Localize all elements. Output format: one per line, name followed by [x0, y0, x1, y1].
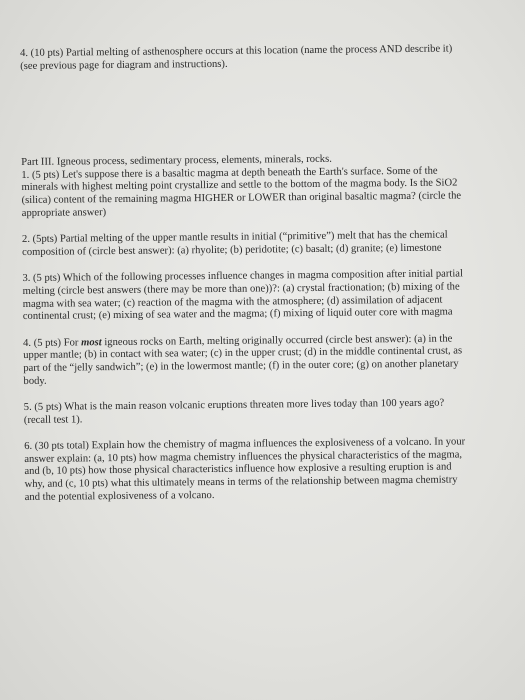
text-line: (see previous page for diagram and instructions).	[20, 58, 228, 72]
text-line: magma with sea water; (c) reaction of the magma with the atmosphere; (d) assimilation of adjacent	[22, 294, 443, 310]
text-line: 1. (5 pts) Let's suppose there is a basaltic magma at depth beneath the Earth's surface. Some of the	[21, 165, 438, 181]
text-line: and the potential explosiveness of a volcano.	[24, 489, 215, 503]
question-4-melting-origin	[23, 333, 494, 388]
text-line: body.	[23, 375, 47, 387]
text-line: appropriate answer)	[21, 206, 107, 219]
text-line: and (b, 10 pts) how those physical characteristics influence how explosive a resulting eruption is and	[24, 461, 452, 478]
text-line: 5. (5 pts) What is the main reason volcanic eruptions threaten more lives today than 100 years ago?	[23, 397, 445, 414]
text-line: minerals with highest melting point crystallize and settle to the bottom of the magma body. Is the SiO2	[21, 177, 458, 194]
part-3-question-1	[21, 152, 492, 220]
question-2	[22, 229, 492, 259]
question-6	[24, 436, 495, 504]
text-line: part of the “jelly sandwich”; (e) in the lowermost mantle; (f) in the outer core; (g) on another planetary	[23, 358, 459, 374]
text-fragment: igneous rocks on Earth, melting originally occurred (circle best answer): (a) in the	[101, 333, 453, 348]
text-line: why, and (c, 10 pts) what this ultimately means in terms of the relationship between magma chemistry	[24, 474, 458, 491]
question-3	[22, 268, 493, 323]
text-line: composition of (circle best answer): (a) rhyolite; (b) peridotite; (c) basalt; (d) granite; (e) limestone	[22, 242, 442, 258]
text-fragment: 4. (5 pts) For	[23, 337, 82, 349]
text-line: (silica) content of the remaining magma HIGHER or LOWER than original basaltic magma? (circle the	[21, 190, 462, 206]
document-text	[20, 43, 495, 504]
text-line: (recall test 1).	[23, 414, 83, 426]
text-line: melting (circle best answers (there may be more than one))?: (a) crystal fractionation; (b) mixing of the	[22, 281, 460, 297]
text-line: answer explain: (a, 10 pts) how magma chemistry influences the physical characteristics of the magma,	[24, 449, 463, 465]
text-line: upper mantle; (b) in contact with sea water; (c) in the upper crust; (d) in the middle continental crust, as	[23, 345, 463, 362]
question-5	[24, 397, 494, 427]
question-4-asthenosphere	[20, 43, 490, 73]
section-heading: Part III. Igneous process, sedimentary process, elements, minerals, rocks.	[21, 153, 332, 169]
text-line: 6. (30 pts total) Explain how the chemistry of magma influences the explosiveness of a volcano. In your	[24, 436, 466, 453]
text-line: 3. (5 pts) Which of the following processes influence changes in magma composition after initial partial	[22, 268, 463, 285]
text-line: 2. (5pts) Partial melting of the upper mantle results in initial (“primitive”) melt that has the chemical	[21, 229, 448, 246]
emphasis-text: most	[81, 336, 102, 349]
text-line: 4. (10 pts) Partial melting of asthenosphere occurs at this location (name the process AND describe it)	[20, 43, 453, 59]
text-line: continental crust; (e) mixing of sea water and the magma; (f) mixing of liquid outer core with magma	[22, 306, 453, 323]
